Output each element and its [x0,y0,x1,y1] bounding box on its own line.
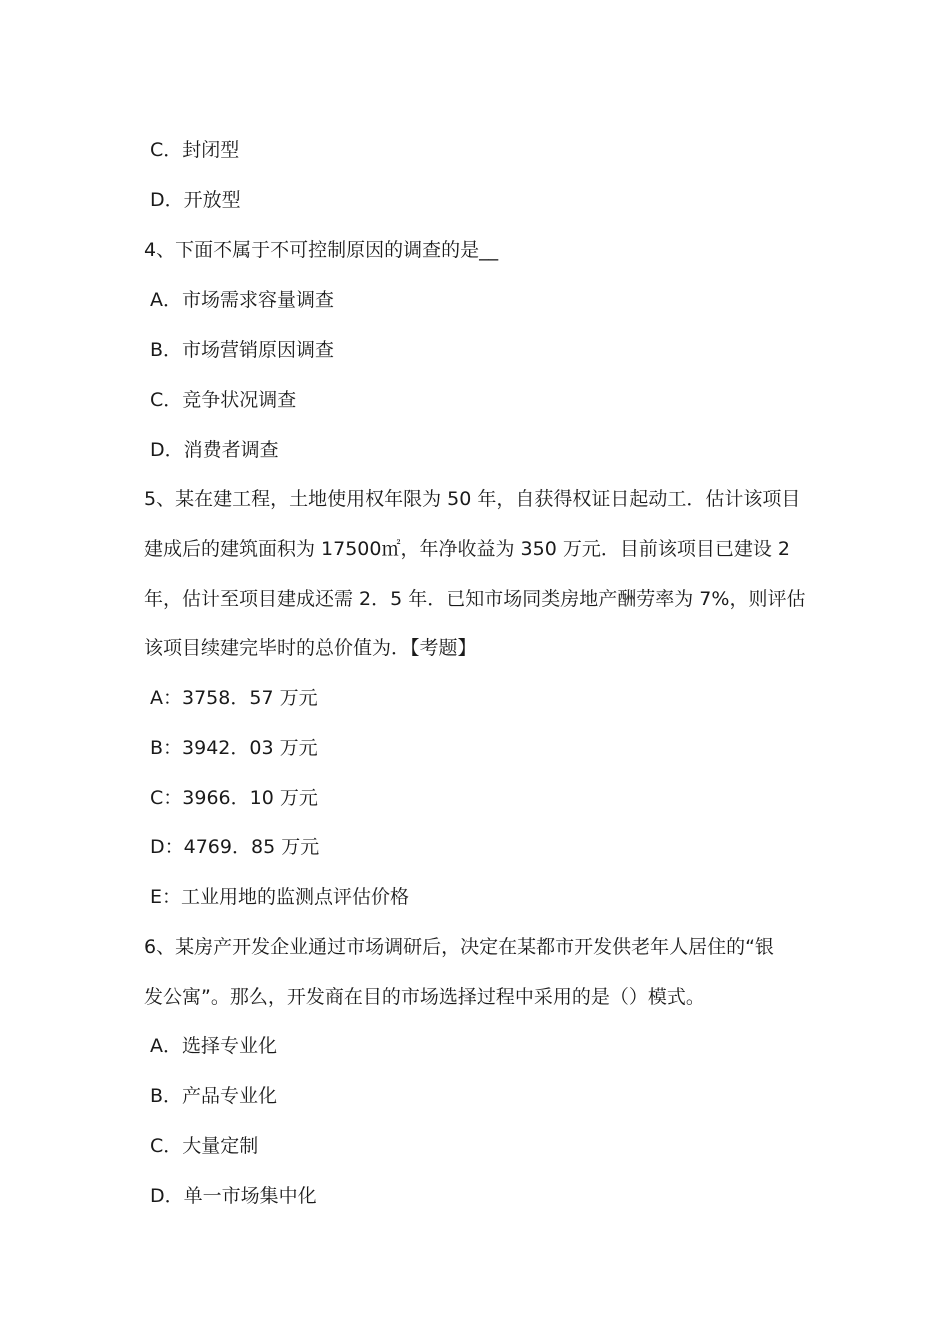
q3-option-d: D．开放型 [150,189,241,211]
q5-stem-line-3: 年，估计至项目建成还需 2．5 年．已知市场同类房地产酬劳率为 7%，则评估 [144,588,806,610]
q4-option-d: D．消费者调查 [150,439,279,461]
q5-stem-line-2: 建成后的建筑面积为 17500㎡，年净收益为 350 万元．目前该项目已建设 2 [144,538,790,560]
q5-option-e: E：工业用地的监测点评估价格 [150,886,410,908]
q6-option-d: D．单一市场集中化 [150,1185,317,1207]
q5-option-a: A：3758．57 万元 [150,687,318,709]
q5-stem-line-1: 5、某在建工程，土地使用权年限为 50 年，自获得权证日起动工．估计该项目 [144,488,801,510]
q6-stem-line-2: 发公寓”。那么，开发商在目的市场选择过程中采用的是（）模式。 [144,986,705,1008]
q4-option-a: A．市场需求容量调查 [150,289,334,311]
q5-option-b: B：3942．03 万元 [150,737,318,759]
q5-option-c: C：3966．10 万元 [150,787,318,809]
q4-option-c: C．竞争状况调查 [150,389,297,411]
q6-stem-line-1: 6、某房产开发企业通过市场调研后，决定在某都市开发供老年人居住的“银 [144,936,774,958]
q4-stem: 4、下面不属于不可控制原因的调查的是__ [144,239,499,261]
q5-stem-line-4: 该项目续建完毕时的总价值为．【考题】 [144,637,477,659]
q5-option-d: D：4769．85 万元 [150,836,320,858]
q3-option-c: C．封闭型 [150,139,240,161]
q6-option-a: A．选择专业化 [150,1035,277,1057]
q6-option-b: B．产品专业化 [150,1085,278,1107]
q4-option-b: B．市场营销原因调查 [150,339,335,361]
q6-option-c: C．大量定制 [150,1135,259,1157]
